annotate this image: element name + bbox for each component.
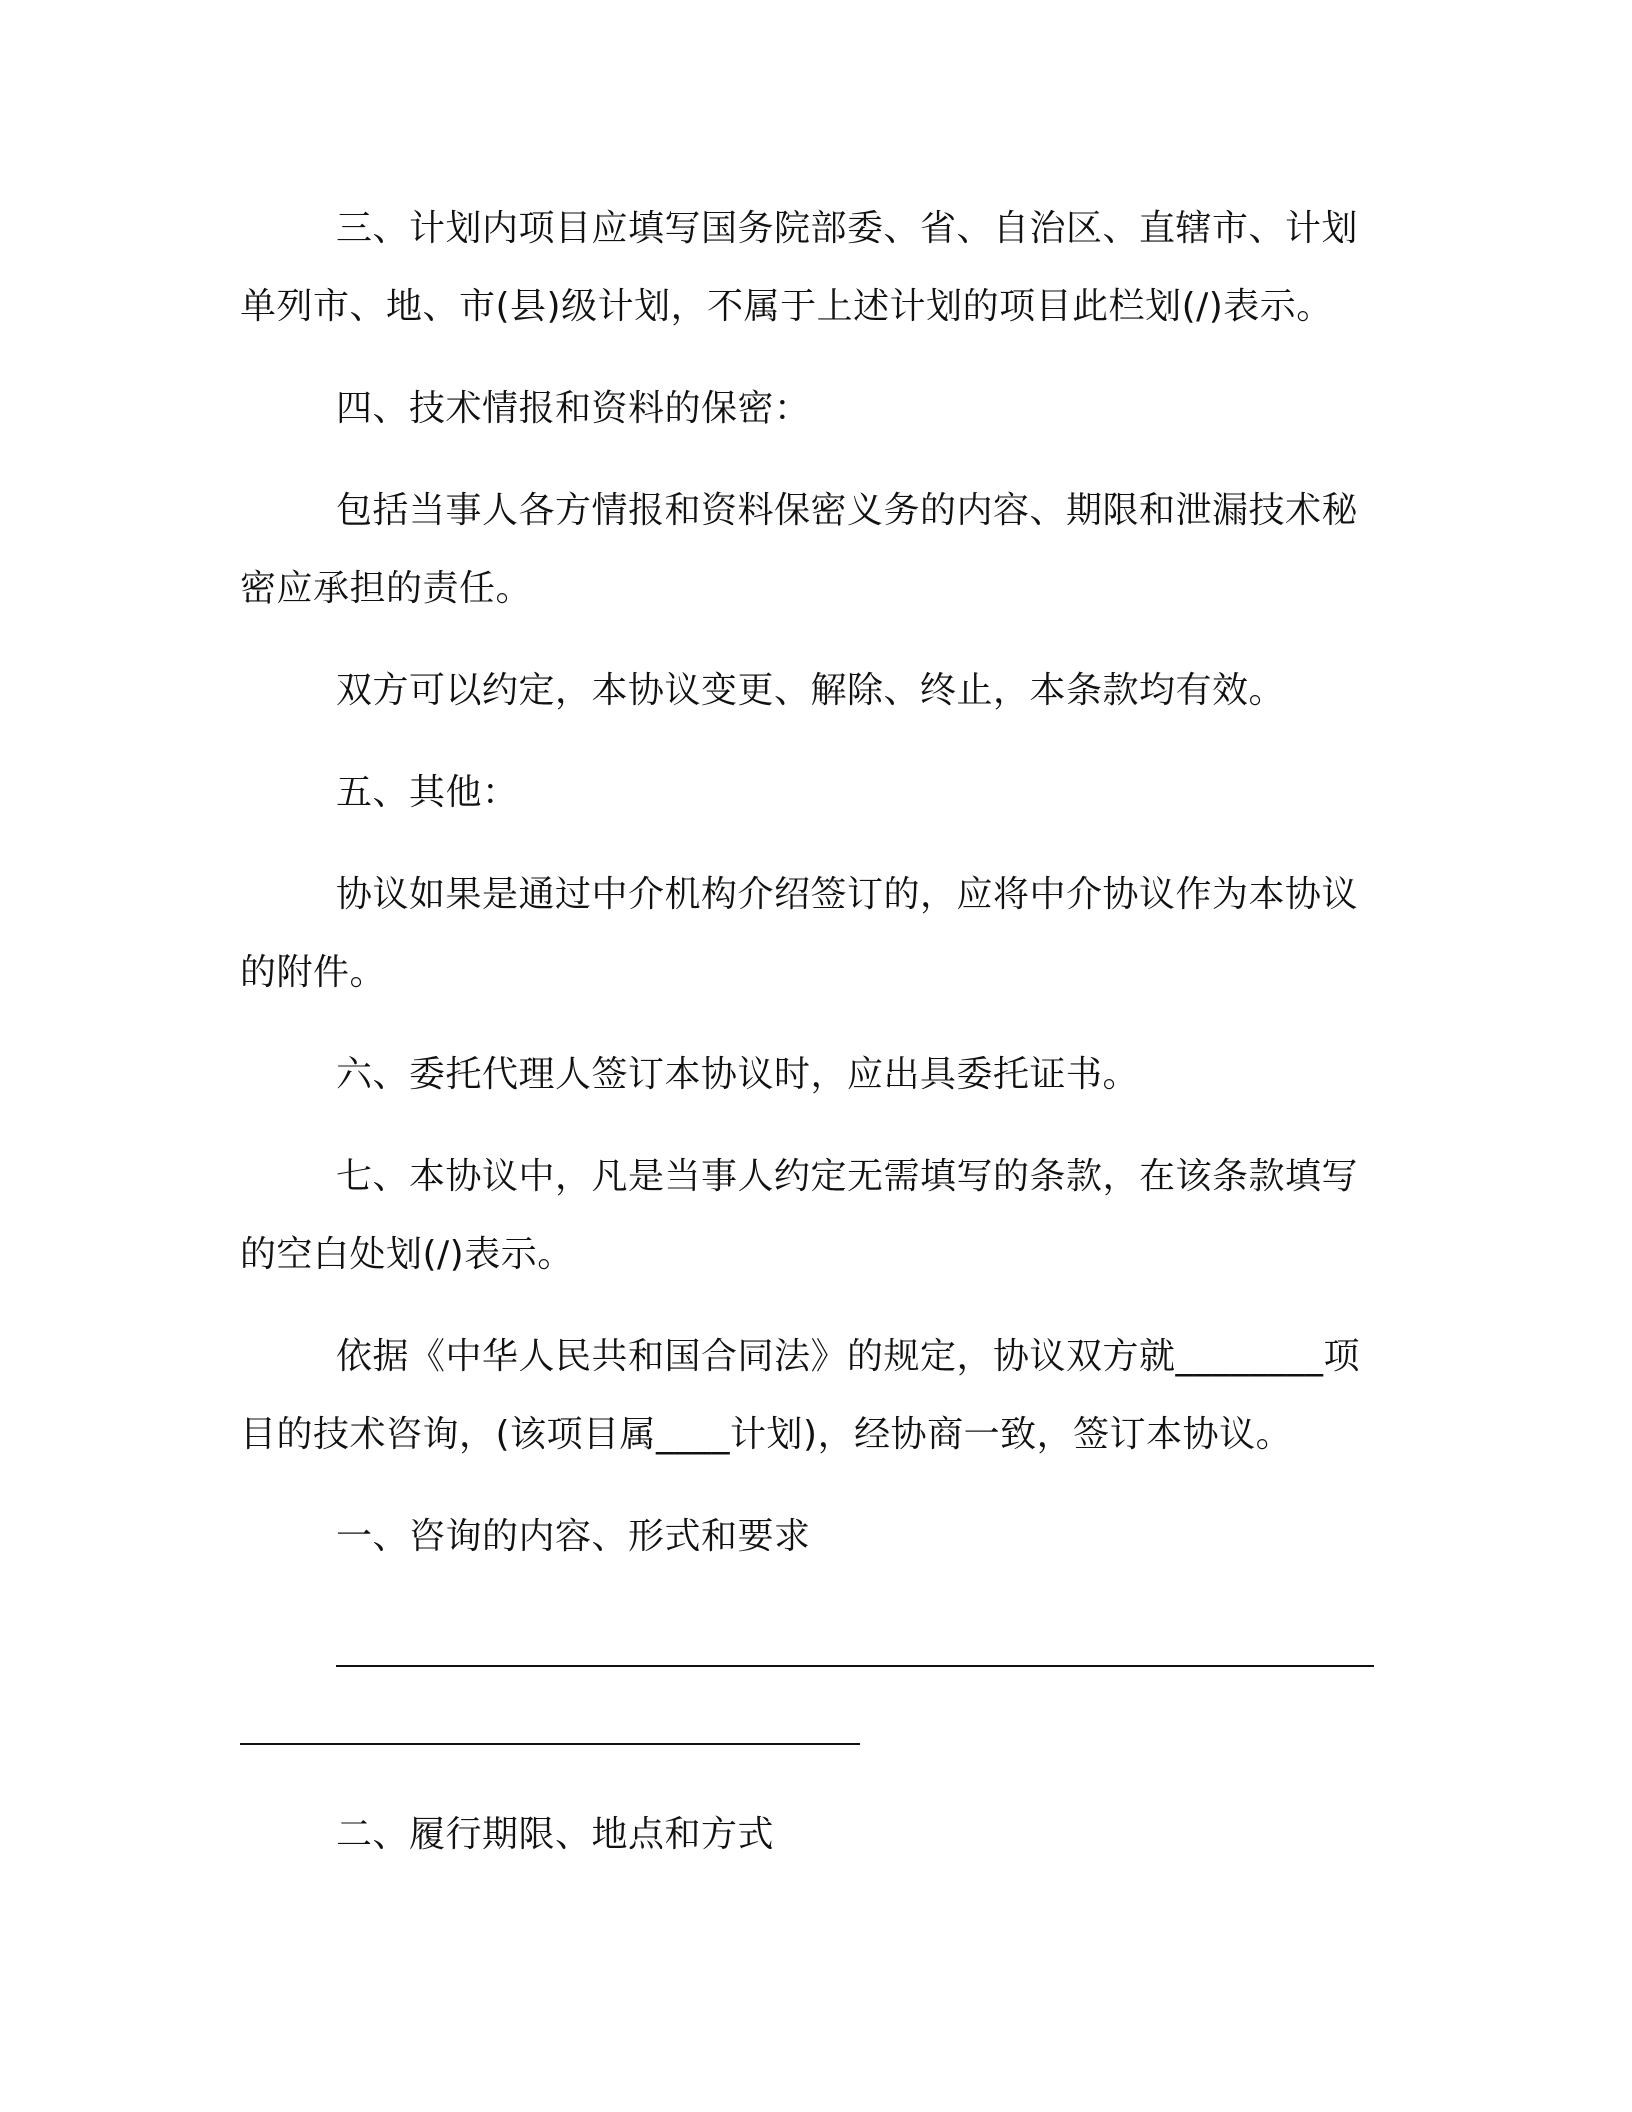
paragraph-confidentiality-scope: 包括当事人各方情报和资料保密义务的内容、期限和泄漏技术秘密应承担的责任。	[240, 490, 1359, 609]
heading-5-other: 五、其他：	[336, 772, 519, 813]
paragraph-intermediary: 协议如果是通过中介机构介绍签订的，应将中介协议作为本协议的附件。	[240, 874, 1359, 993]
paragraph-3-plan: 三、计划内项目应填写国务院部委、省、自治区、直辖市、计划单列市、地、市(县)级计划，不属于上述计划的项目此栏划(/)表示。	[240, 208, 1359, 327]
heading-4-confidentiality: 四、技术情报和资料的保密：	[336, 388, 811, 429]
paragraph-6-proxy: 六、委托代理人签订本协议时，应出具委托证书。	[336, 1054, 1140, 1095]
fill-line-2	[240, 1743, 860, 1745]
document-body	[240, 190, 1380, 1898]
fill-line-1	[336, 1665, 1374, 1667]
paragraph-confidentiality-validity: 双方可以约定，本协议变更、解除、终止，本条款均有效。	[336, 670, 1286, 711]
heading-2-performance: 二、履行期限、地点和方式	[336, 1814, 775, 1855]
paragraph-7-blanks: 七、本协议中，凡是当事人约定无需填写的条款，在该条款填写的空白处划(/)表示。	[240, 1156, 1359, 1275]
blank-fill-area	[240, 1600, 1380, 1796]
heading-1-consulting-content: 一、咨询的内容、形式和要求	[336, 1516, 811, 1557]
paragraph-contract-basis: 依据《中华人民共和国合同法》的规定，协议双方就________项目的技术咨询，(该项目属____计划)，经协商一致，签订本协议。	[240, 1336, 1361, 1455]
